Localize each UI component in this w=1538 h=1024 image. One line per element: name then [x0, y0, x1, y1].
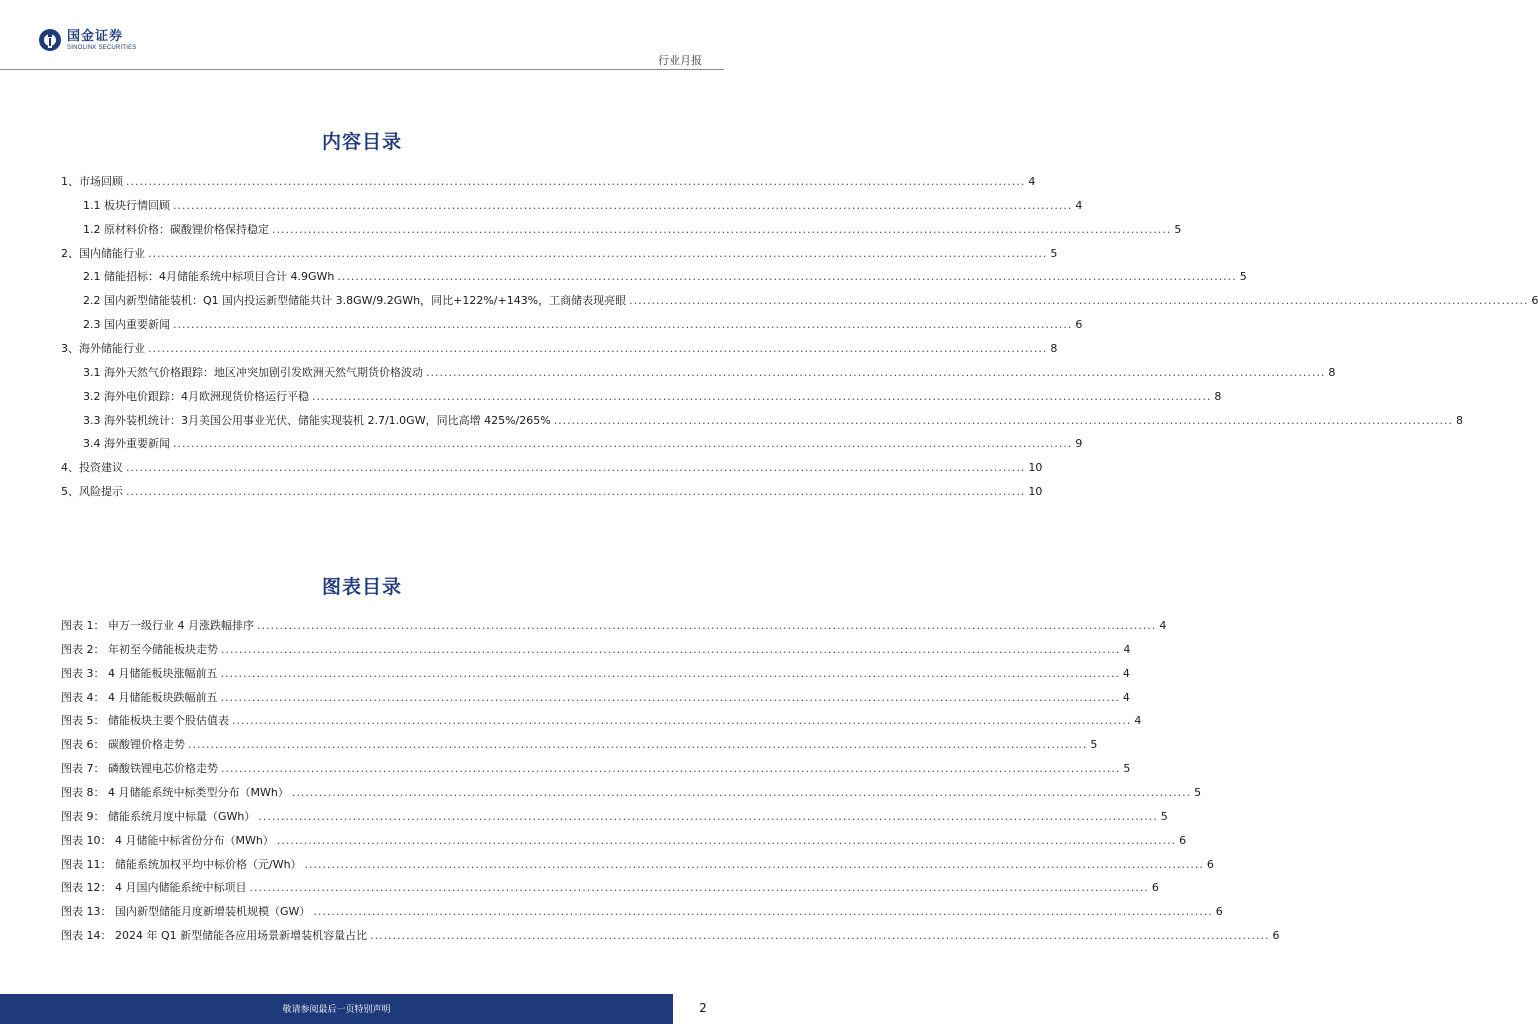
toc-entry-title: 1.1 板块行情回顾 [83, 198, 170, 212]
dot-leader: ........................................................................................................................................................................................................ [188, 738, 1088, 752]
toc-section-entry[interactable] [61, 245, 1058, 261]
toc-subsection-entry[interactable] [83, 388, 1222, 404]
toc-entry-page: 9 [1075, 437, 1083, 451]
toc-entry-title: 图表 4： 4 月储能板块跌幅前五 [61, 690, 218, 704]
toc-entry-title: 3.2 海外电价跟踪：4月欧洲现货价格运行平稳 [83, 389, 309, 403]
toc-entry-title: 3、海外储能行业 [61, 341, 145, 355]
logo-chinese-name: 国金证券 [67, 28, 124, 44]
dot-leader: ........................................................................................................................................................................................................ [629, 294, 1529, 308]
figure-entry[interactable] [61, 832, 1187, 848]
toc-entry-title: 图表 12： 4 月国内储能系统中标项目 [61, 881, 247, 895]
dot-leader: ........................................................................................................................................................................................................ [272, 222, 1172, 236]
toc-section-entry[interactable] [61, 483, 1043, 499]
toc-entry-page: 4 [1028, 175, 1036, 188]
figures-title: 图表目录 [321, 576, 402, 598]
toc-subsection-entry[interactable] [83, 197, 1083, 213]
dot-leader: ........................................................................................................................................................................................................ [291, 785, 1192, 799]
toc-entry-page: 8 [1050, 341, 1058, 355]
company-logo [38, 28, 136, 52]
dot-leader: ........................................................................................................................................................................................................ [220, 690, 1120, 704]
dot-leader: ........................................................................................................................................................................................................ [553, 413, 1454, 427]
dot-leader: ........................................................................................................................................................................................................ [258, 809, 1158, 823]
figure-entry[interactable] [61, 641, 1131, 657]
toc-subsection-entry[interactable] [83, 292, 1538, 308]
toc-entry-title: 4、投资建议 [61, 461, 123, 475]
toc-entry-page: 4 [1122, 666, 1130, 680]
toc-entry-page: 4 [1159, 619, 1167, 632]
figure-entry[interactable] [61, 784, 1202, 800]
toc-entry-page: 8 [1214, 389, 1222, 403]
toc-entry-title: 图表 9： 储能系统月度中标量（GWh） [61, 809, 256, 823]
toc-subsection-entry[interactable] [83, 412, 1464, 428]
toc-entry-title: 图表 6： 碳酸锂价格走势 [61, 738, 185, 752]
toc-entry-title: 2、国内储能行业 [61, 246, 145, 260]
toc-entry-page: 6 [1151, 881, 1159, 895]
toc-entry-title: 图表 8： 4 月储能系统中标类型分布（MWh） [61, 785, 289, 799]
toc-entry-title: 2.1 储能招标：4月储能系统中标项目合计 4.9GWh [83, 270, 335, 284]
dot-leader: ........................................................................................................................................................................................................ [313, 905, 1213, 919]
dot-leader: ........................................................................................................................................................................................................ [221, 762, 1121, 776]
toc-entry-page: 5 [1160, 809, 1168, 823]
toc-entry-page: 5 [1239, 270, 1247, 284]
toc-entry-title: 图表 1： 申万一级行业 4 月涨跌幅排序 [61, 619, 254, 632]
toc-entry-title: 1、市场回顾 [61, 175, 123, 188]
toc-entry-title: 图表 2： 年初至今储能板块走势 [61, 642, 218, 656]
contents-title: 内容目录 [321, 131, 402, 153]
figure-entry[interactable] [61, 617, 1167, 633]
toc-entry-title: 图表 13： 国内新型储能月度新增装机规模（GW） [61, 905, 311, 919]
dot-leader: ........................................................................................................................................................................................................ [173, 318, 1073, 332]
logo-english-name: SINOLINK SECURITIES [67, 44, 137, 51]
toc-entry-page: 6 [1215, 905, 1223, 919]
toc-section-entry[interactable] [61, 459, 1043, 475]
toc-subsection-entry[interactable] [83, 221, 1182, 237]
dot-leader: ........................................................................................................................................................................................................ [312, 389, 1212, 403]
toc-entry-title: 图表 7： 磷酸铁锂电芯价格走势 [61, 762, 218, 776]
dot-leader: ........................................................................................................................................................................................................ [370, 929, 1270, 943]
dot-leader: ........................................................................................................................................................................................................ [232, 714, 1132, 728]
toc-entry-title: 3.3 海外装机统计：3月美国公用事业光伏、储能实现装机 2.7/1.0GW，同比高增 425%/265% [83, 413, 551, 427]
toc-entry-page: 6 [1075, 318, 1083, 332]
toc-entry-title: 1.2 原材料价格：碳酸锂价格保持稳定 [83, 222, 269, 236]
toc-entry-page: 4 [1123, 642, 1131, 656]
dot-leader: ........................................................................................................................................................................................................ [304, 857, 1204, 871]
dot-leader: ........................................................................................................................................................................................................ [249, 881, 1149, 895]
toc-entry-title: 3.4 海外重要新闻 [83, 437, 170, 451]
toc-entry-page: 5 [1090, 738, 1098, 752]
figure-entry[interactable] [61, 927, 1280, 943]
dot-leader: ........................................................................................................................................................................................................ [148, 341, 1048, 355]
dot-leader: ........................................................................................................................................................................................................ [173, 198, 1073, 212]
dot-leader: ........................................................................................................................................................................................................ [148, 246, 1048, 260]
toc-entry-page: 4 [1134, 714, 1142, 728]
figure-entry[interactable] [61, 712, 1142, 728]
toc-entry-page: 6 [1272, 929, 1280, 943]
toc-entry-title: 2.3 国内重要新闻 [83, 318, 170, 332]
toc-entry-page: 8 [1328, 365, 1336, 379]
toc-entry-page: 10 [1028, 461, 1043, 475]
dot-leader: ........................................................................................................................................................................................................ [126, 461, 1026, 475]
toc-entry-page: 8 [1456, 413, 1464, 427]
figure-entry[interactable] [61, 879, 1159, 895]
toc-subsection-entry[interactable] [83, 435, 1083, 451]
dot-leader: ........................................................................................................................................................................................................ [256, 619, 1157, 632]
dot-leader: ........................................................................................................................................................................................................ [221, 642, 1121, 656]
dot-leader: ........................................................................................................................................................................................................ [276, 833, 1177, 847]
toc-entry-title: 图表 10： 4 月储能中标省份分布（MWh） [61, 833, 274, 847]
figure-entry[interactable] [61, 689, 1130, 705]
toc-entry-page: 4 [1075, 198, 1083, 212]
dot-leader: ........................................................................................................................................................................................................ [426, 365, 1326, 379]
toc-entry-page: 6 [1531, 294, 1538, 308]
toc-entry-title: 3.1 海外天然气价格跟踪：地区冲突加剧引发欧洲天然气期货价格波动 [83, 365, 423, 379]
toc-entry-title: 图表 3： 4 月储能板块涨幅前五 [61, 666, 218, 680]
page-number: 2 [699, 1001, 707, 1015]
figure-entry[interactable] [61, 665, 1130, 681]
toc-entry-page: 5 [1174, 222, 1182, 236]
sinolink-logo-icon [38, 28, 62, 52]
page-footer [0, 994, 724, 1024]
toc-entry-title: 图表 5： 储能板块主要个股估值表 [61, 714, 229, 728]
toc-subsection-entry[interactable] [83, 268, 1247, 284]
figure-entry[interactable] [61, 903, 1223, 919]
dot-leader: ........................................................................................................................................................................................................ [126, 175, 1026, 188]
dot-leader: ........................................................................................................................................................................................................ [126, 485, 1026, 499]
dot-leader: ........................................................................................................................................................................................................ [173, 437, 1073, 451]
header-divider [0, 69, 724, 70]
toc-subsection-entry[interactable] [83, 316, 1083, 332]
toc-entry-page: 5 [1050, 246, 1058, 260]
toc-entry-page: 6 [1179, 833, 1187, 847]
figure-entry[interactable] [61, 760, 1131, 776]
toc-section-entry[interactable] [61, 340, 1058, 356]
dot-leader: ........................................................................................................................................................................................................ [337, 270, 1237, 284]
report-type-label: 行业月报 [658, 54, 702, 67]
toc-entry-title: 图表 11： 储能系统加权平均中标价格（元/Wh） [61, 857, 302, 871]
figure-entry[interactable] [61, 856, 1214, 872]
toc-subsection-entry[interactable] [83, 364, 1336, 380]
figure-entry[interactable] [61, 808, 1168, 824]
toc-section-entry[interactable] [61, 173, 1036, 189]
toc-entry-page: 4 [1122, 690, 1130, 704]
footer-disclaimer: 敬请参阅最后一页特别声明 [282, 1005, 391, 1015]
toc-entry-page: 5 [1194, 785, 1202, 799]
toc-entry-page: 5 [1123, 762, 1131, 776]
toc-entry-page: 10 [1028, 485, 1043, 499]
toc-entry-title: 2.2 国内新型储能装机：Q1 国内投运新型储能共计 3.8GW/9.2GWh，同比+122%/+143%，工商储表现亮眼 [83, 294, 627, 308]
page-header [0, 0, 724, 70]
toc-entry-title: 5、风险提示 [61, 485, 123, 499]
dot-leader: ........................................................................................................................................................................................................ [220, 666, 1120, 680]
toc-entry-page: 6 [1206, 857, 1214, 871]
toc-entry-title: 图表 14： 2024 年 Q1 新型储能各应用场景新增装机容量占比 [61, 929, 368, 943]
figure-entry[interactable] [61, 736, 1098, 752]
